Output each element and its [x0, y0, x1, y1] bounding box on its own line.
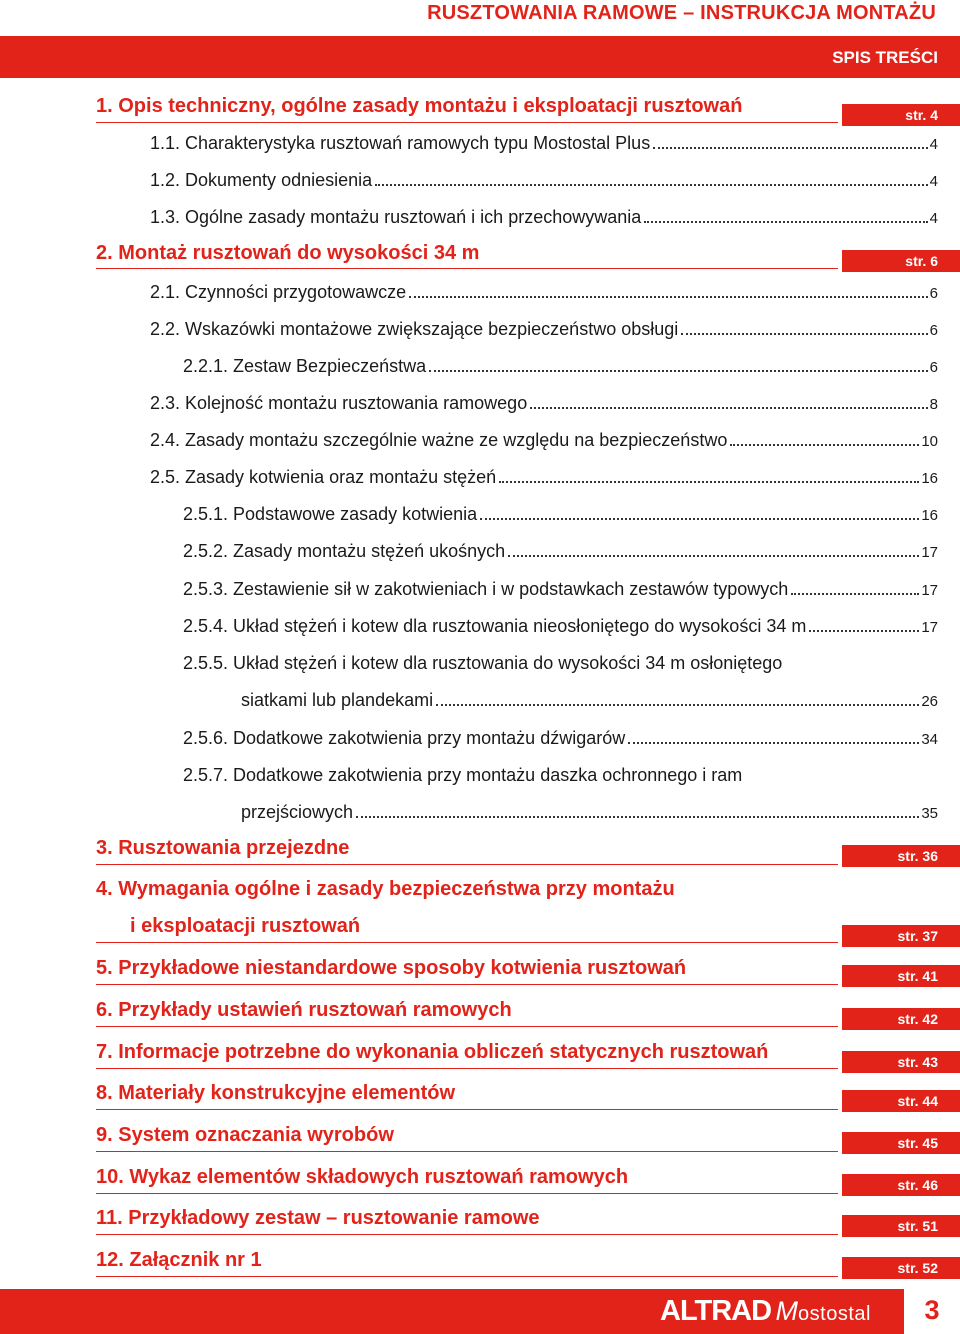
dot-leader — [429, 354, 928, 372]
toc-entry-page: 6 — [929, 359, 938, 376]
dot-leader — [409, 280, 928, 298]
toc-main-entry-2: 2. Montaż rusztowań do wysokości 34 m — [96, 242, 480, 264]
page-badge-8: str. 44 — [842, 1090, 960, 1112]
toc-entry-title: 1.3. Ogólne zasady montażu rusztowań i ich przechowywania — [150, 207, 642, 227]
toc-entry-title: 1.2. Dokumenty odniesienia — [150, 170, 373, 190]
toc-entry-page: 6 — [929, 322, 938, 339]
toc-entry-2-3 — [150, 391, 938, 417]
toc-entry-title: 2.2.1. Zestaw Bezpieczeństwa — [183, 356, 427, 376]
toc-entry-title: 2.5. Zasady kotwienia oraz montażu stężeń — [150, 467, 497, 487]
toc-entry-2-5-4 — [183, 614, 938, 640]
toc-entry-page: 4 — [929, 136, 938, 153]
toc-entry-2-5 — [150, 465, 938, 491]
toc-entry-title: 2.3. Kolejność montażu rusztowania ramowego — [150, 393, 528, 413]
toc-entry-title: 2.1. Czynności przygotowawcze — [150, 282, 407, 302]
dot-leader — [791, 577, 919, 595]
logo-altrad-text: ALTRAD — [660, 1295, 772, 1327]
toc-main-rule-11 — [96, 1234, 838, 1235]
toc-entry-1-1 — [150, 131, 938, 157]
toc-entry-2-5-7-line1 — [183, 763, 938, 787]
altrad-mostostal-logo — [660, 1295, 871, 1328]
toc-entry-title: 2.5.6. Dodatkowe zakotwienia przy montażu dźwigarów — [183, 728, 626, 748]
toc-main-rule-12 — [96, 1276, 838, 1277]
page-badge-1: str. 4 — [842, 104, 960, 126]
dot-leader — [730, 428, 919, 446]
toc-entry-title: 2.5.2. Zasady montażu stężeń ukośnych — [183, 541, 506, 561]
toc-entry-2-5-2 — [183, 539, 938, 565]
toc-entry-page: 16 — [921, 470, 938, 487]
dot-leader — [375, 168, 928, 186]
toc-main-entry-9: 9. System oznaczania wyrobów — [96, 1124, 394, 1146]
toc-entry-title: 1.1. Charakterystyka rusztowań ramowych typu Mostostal Plus — [150, 133, 651, 153]
toc-entry-page: 16 — [921, 507, 938, 524]
toc-main-rule-9 — [96, 1151, 838, 1152]
toc-main-entry-12: 12. Załącznik nr 1 — [96, 1249, 262, 1271]
page-number: 3 — [924, 1295, 940, 1325]
toc-entry-title: 2.4. Zasady montażu szczególnie ważne ze względu na bezpieczeństwo — [150, 430, 728, 450]
toc-main-rule-6 — [96, 1026, 838, 1027]
dot-leader — [681, 317, 927, 335]
toc-entry-2-5-7-line2 — [241, 800, 938, 826]
document-title: RUSZTOWANIA RAMOWE – INSTRUKCJA MONTAŻU — [427, 2, 936, 24]
toc-entry-page: 4 — [929, 210, 938, 227]
toc-entry-page: 17 — [921, 619, 938, 636]
section-title: SPIS TREŚCI — [832, 48, 938, 67]
page-badge-10: str. 46 — [842, 1174, 960, 1196]
toc-entry-page: 10 — [921, 433, 938, 450]
toc-entry-2-5-5-line1 — [183, 651, 938, 675]
toc-entry-page: 4 — [929, 173, 938, 190]
toc-main-rule-3 — [96, 864, 838, 865]
logo-mostostal-text: ostostal — [798, 1303, 871, 1325]
page-badge-4: str. 37 — [842, 925, 960, 947]
dot-leader — [530, 391, 927, 409]
toc-main-entry-1: 1. Opis techniczny, ogólne zasady montażu i eksploatacji rusztowań — [96, 95, 743, 117]
page-badge-12: str. 52 — [842, 1257, 960, 1279]
dot-leader — [508, 539, 919, 557]
toc-entry-2-2-1 — [183, 354, 938, 380]
dot-leader — [499, 465, 919, 483]
toc-entry-2-1 — [150, 280, 938, 306]
toc-entry-page: 17 — [921, 544, 938, 561]
dot-leader — [644, 205, 927, 223]
footer-band — [0, 1289, 960, 1334]
toc-main-entry-11: 11. Przykładowy zestaw – rusztowanie ramowe — [96, 1207, 540, 1229]
page-badge-5: str. 41 — [842, 965, 960, 987]
toc-main-rule-7 — [96, 1068, 838, 1069]
toc-entry-page: 35 — [921, 805, 938, 822]
toc-entry-page: 34 — [921, 731, 938, 748]
toc-main-rule-10 — [96, 1193, 838, 1194]
toc-main-rule-2 — [96, 268, 838, 269]
toc-entry-title: 2.5.1. Podstawowe zasady kotwienia — [183, 504, 478, 524]
page-badge-2: str. 6 — [842, 250, 960, 272]
header-band — [0, 36, 960, 78]
dot-leader — [628, 726, 919, 744]
toc-entry-title: przejściowych — [241, 802, 354, 822]
toc-entry-page: 17 — [921, 582, 938, 599]
toc-entry-1-3 — [150, 205, 938, 231]
dot-leader — [356, 800, 919, 818]
toc-main-rule-5 — [96, 984, 838, 985]
dot-leader — [436, 688, 919, 706]
toc-entry-2-5-1 — [183, 502, 938, 528]
toc-main-entry-8: 8. Materiały konstrukcyjne elementów — [96, 1082, 456, 1104]
toc-main-entry-4-line2: i eksploatacji rusztowań — [130, 915, 361, 937]
toc-main-entry-10: 10. Wykaz elementów składowych rusztowań ramowych — [96, 1166, 629, 1188]
toc-entry-title: 2.5.3. Zestawienie sił w zakotwieniach i w podstawkach zestawów typowych — [183, 579, 789, 599]
toc-entry-title: 2.2. Wskazówki montażowe zwiększające bezpieczeństwo obsługi — [150, 319, 679, 339]
toc-entry-title: 2.5.4. Układ stężeń i kotew dla rusztowania nieosłoniętego do wysokości 34 m — [183, 616, 807, 636]
page-badge-9: str. 45 — [842, 1132, 960, 1154]
toc-entry-1-2 — [150, 168, 938, 194]
toc-entry-title: 2.5.7. Dodatkowe zakotwienia przy montażu daszka ochronnego i ram — [183, 765, 743, 785]
toc-entry-2-5-5-line2 — [241, 688, 938, 714]
page-badge-7: str. 43 — [842, 1051, 960, 1073]
dot-leader — [480, 502, 919, 520]
dot-leader — [809, 614, 919, 632]
page-badge-11: str. 51 — [842, 1215, 960, 1237]
toc-entry-title: 2.5.5. Układ stężeń i kotew dla rusztowania do wysokości 34 m osłoniętego — [183, 653, 783, 673]
toc-entry-2-5-3 — [183, 577, 938, 603]
toc-entry-page: 8 — [929, 396, 938, 413]
page-badge-6: str. 42 — [842, 1008, 960, 1030]
dot-leader — [653, 131, 927, 149]
toc-main-entry-3: 3. Rusztowania przejezdne — [96, 837, 350, 859]
toc-entry-2-5-6 — [183, 726, 938, 752]
toc-main-rule-1 — [96, 122, 838, 123]
toc-entry-title: siatkami lub plandekami — [241, 690, 434, 710]
toc-entry-page: 26 — [921, 693, 938, 710]
toc-main-rule-8 — [96, 1109, 838, 1110]
logo-m-letter: M — [775, 1296, 799, 1326]
toc-main-entry-4-line1: 4. Wymagania ogólne i zasady bezpieczeństwa przy montażu — [96, 878, 675, 900]
toc-main-entry-6: 6. Przykłady ustawień rusztowań ramowych — [96, 999, 512, 1021]
toc-main-entry-5: 5. Przykładowe niestandardowe sposoby kotwienia rusztowań — [96, 957, 687, 979]
page-badge-3: str. 36 — [842, 845, 960, 867]
toc-entry-2-2 — [150, 317, 938, 343]
toc-main-rule-4 — [96, 942, 838, 943]
toc-entry-2-4 — [150, 428, 938, 454]
toc-entry-page: 6 — [929, 285, 938, 302]
toc-main-entry-7: 7. Informacje potrzebne do wykonania obliczeń statycznych rusztowań — [96, 1041, 769, 1063]
